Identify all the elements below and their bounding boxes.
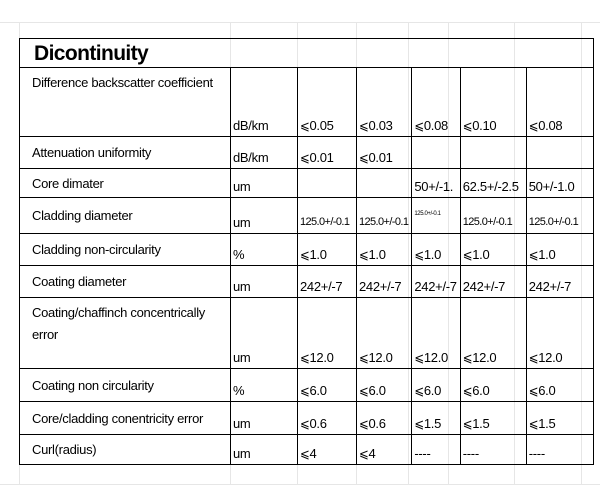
table-row bbox=[20, 137, 594, 169]
value-cell: ⩽1.0 bbox=[526, 234, 593, 266]
value-cell: ⩽6.0 bbox=[412, 369, 460, 402]
value-cell: 125.0+/-0.1 bbox=[526, 198, 593, 234]
value-cell: 242+/-7 bbox=[412, 266, 460, 298]
value-cell: ⩽12.0 bbox=[412, 298, 460, 369]
value-cell: ⩽0.10 bbox=[460, 68, 526, 137]
table-row bbox=[20, 234, 594, 266]
unit-cell: um bbox=[231, 435, 298, 465]
value-cell: ⩽6.0 bbox=[298, 369, 357, 402]
table-row bbox=[20, 198, 594, 234]
value-cell: ⩽12.0 bbox=[460, 298, 526, 369]
value-cell: 125.0+/-0.1 bbox=[460, 198, 526, 234]
value-cell: ⩽0.6 bbox=[298, 402, 357, 435]
value-cell: ⩽1.5 bbox=[412, 402, 460, 435]
table-row bbox=[20, 435, 594, 465]
parameter-cell: Coating/chaffinch concentrically error bbox=[20, 298, 231, 369]
value-cell bbox=[298, 169, 357, 198]
value-cell: ⩽1.0 bbox=[460, 234, 526, 266]
parameter-cell: Coating non circularity bbox=[20, 369, 231, 402]
value-cell: 125.0+/-0.1 bbox=[412, 198, 460, 234]
table-row bbox=[20, 369, 594, 402]
parameter-cell: Cladding diameter bbox=[20, 198, 231, 234]
value-cell: 242+/-7 bbox=[298, 266, 357, 298]
value-cell: ⩽6.0 bbox=[526, 369, 593, 402]
table-row bbox=[20, 402, 594, 435]
unit-cell: dB/km bbox=[231, 68, 298, 137]
value-cell: ⩽12.0 bbox=[357, 298, 412, 369]
table-row bbox=[20, 266, 594, 298]
parameter-cell: Cladding non-circularity bbox=[20, 234, 231, 266]
value-cell: ⩽0.01 bbox=[357, 137, 412, 169]
parameter-cell: Core dimater bbox=[20, 169, 231, 198]
title-row bbox=[20, 39, 594, 68]
value-cell: ⩽4 bbox=[357, 435, 412, 465]
parameter-cell: Core/cladding conentricity error bbox=[20, 402, 231, 435]
value-cell: 62.5+/-2.5 bbox=[460, 169, 526, 198]
value-cell: ⩽0.03 bbox=[357, 68, 412, 137]
value-cell: ⩽0.01 bbox=[298, 137, 357, 169]
value-cell: ⩽6.0 bbox=[357, 369, 412, 402]
table-row bbox=[20, 169, 594, 198]
unit-cell: % bbox=[231, 234, 298, 266]
value-cell: ⩽0.6 bbox=[357, 402, 412, 435]
value-cell: ---- bbox=[412, 435, 460, 465]
value-cell bbox=[460, 137, 526, 169]
value-cell bbox=[357, 169, 412, 198]
parameter-cell: Coating diameter bbox=[20, 266, 231, 298]
value-cell: ⩽0.08 bbox=[412, 68, 460, 137]
value-cell: ⩽4 bbox=[298, 435, 357, 465]
parameter-cell: Curl(radius) bbox=[20, 435, 231, 465]
value-cell: ⩽0.08 bbox=[526, 68, 593, 137]
value-cell: 242+/-7 bbox=[526, 266, 593, 298]
unit-cell: um bbox=[231, 298, 298, 369]
value-cell: 125.0+/-0.1 bbox=[357, 198, 412, 234]
value-cell: ---- bbox=[460, 435, 526, 465]
value-cell: ⩽12.0 bbox=[526, 298, 593, 369]
value-cell: 242+/-7 bbox=[357, 266, 412, 298]
value-cell: ⩽1.0 bbox=[412, 234, 460, 266]
table-title: Dicontinuity bbox=[20, 39, 594, 68]
value-cell: ---- bbox=[526, 435, 593, 465]
table-row bbox=[20, 298, 594, 369]
parameter-cell: Attenuation uniformity bbox=[20, 137, 231, 169]
value-cell: ⩽1.5 bbox=[526, 402, 593, 435]
parameter-cell: Difference backscatter coefficient bbox=[20, 68, 231, 137]
value-cell: ⩽1.0 bbox=[357, 234, 412, 266]
unit-cell: um bbox=[231, 169, 298, 198]
value-cell: ⩽12.0 bbox=[298, 298, 357, 369]
value-cell: 242+/-7 bbox=[460, 266, 526, 298]
specification-table bbox=[19, 38, 594, 465]
unit-cell: um bbox=[231, 198, 298, 234]
value-cell: ⩽1.5 bbox=[460, 402, 526, 435]
unit-cell: um bbox=[231, 266, 298, 298]
value-cell: 50+/-1. bbox=[412, 169, 460, 198]
table-row bbox=[20, 68, 594, 137]
value-cell: ⩽1.0 bbox=[298, 234, 357, 266]
unit-cell: dB/km bbox=[231, 137, 298, 169]
value-cell: 125.0+/-0.1 bbox=[298, 198, 357, 234]
value-cell: 50+/-1.0 bbox=[526, 169, 593, 198]
unit-cell: um bbox=[231, 402, 298, 435]
value-cell: ⩽6.0 bbox=[460, 369, 526, 402]
value-cell bbox=[526, 137, 593, 169]
value-cell: ⩽0.05 bbox=[298, 68, 357, 137]
value-cell bbox=[412, 137, 460, 169]
unit-cell: % bbox=[231, 369, 298, 402]
